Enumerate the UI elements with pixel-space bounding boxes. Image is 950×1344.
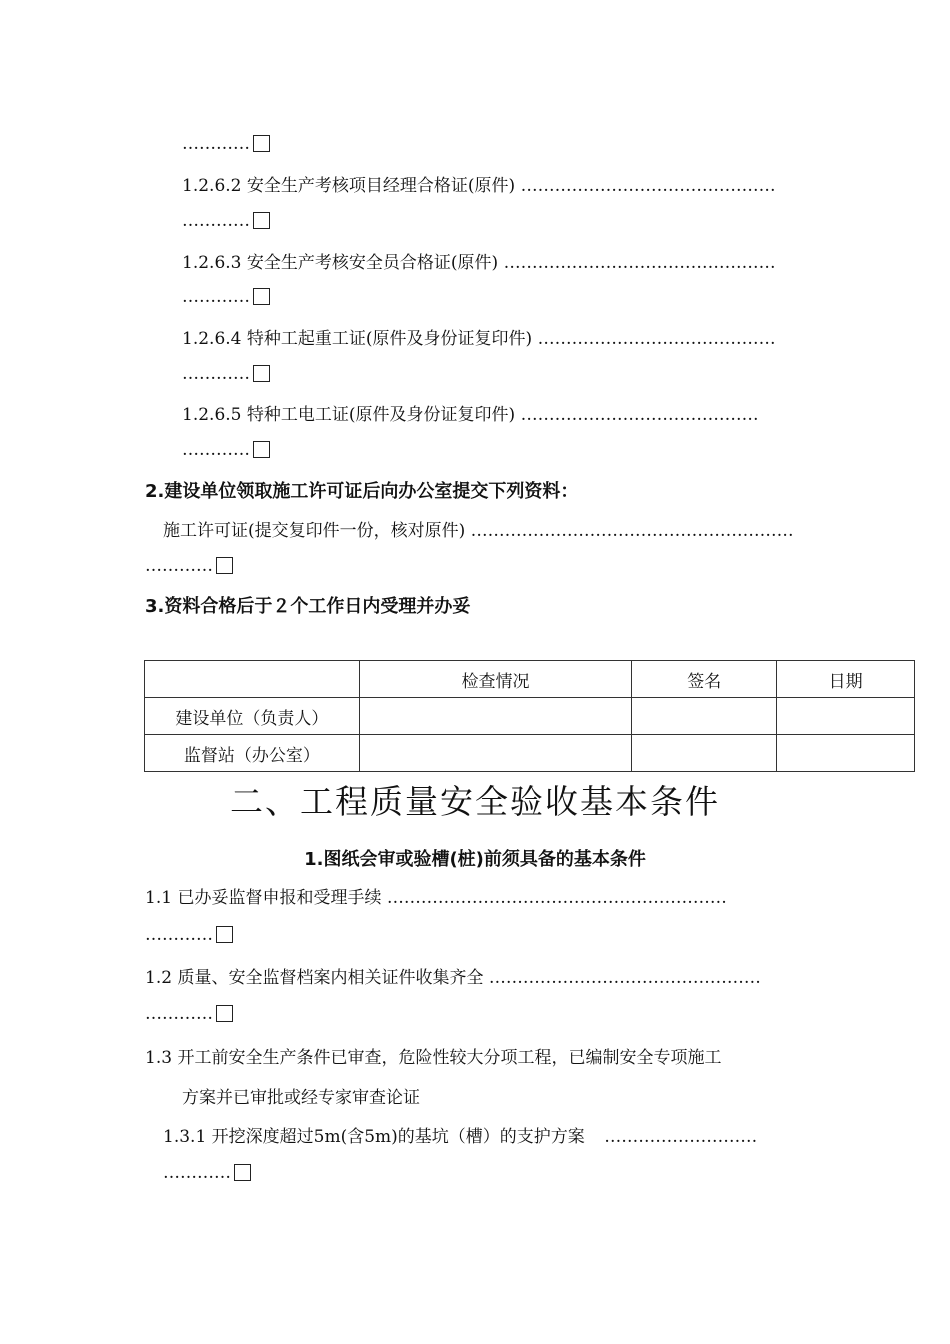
table-cell[interactable]	[777, 735, 915, 772]
check-table	[144, 660, 915, 772]
item-label: 1.2.6.5 特种工电工证(原件及身份证复印件)	[182, 405, 516, 425]
leader-dots: …………………………………………	[503, 253, 776, 273]
list-item: 1.3 开工前安全生产条件已审查，危险性较大分项工程，已编制安全专项施工	[145, 1048, 722, 1068]
leader-dots: …………	[182, 211, 250, 231]
list-item	[145, 967, 761, 989]
leader-dots: ……………………………………	[537, 329, 776, 349]
leader-dots: …………	[182, 287, 250, 307]
leader-dots: …………	[182, 364, 250, 384]
list-item	[145, 887, 727, 909]
checkbox[interactable]	[216, 1005, 233, 1022]
checkbox[interactable]	[253, 441, 270, 458]
table-cell[interactable]	[632, 698, 777, 735]
leader-dots: ………………………	[604, 1127, 758, 1147]
continuation-row	[145, 1003, 233, 1025]
table-cell[interactable]	[359, 735, 632, 772]
table-header-cell: 检查情况	[359, 661, 632, 698]
leader-dots: …………	[145, 925, 213, 945]
table-cell: 监督站（办公室）	[145, 735, 360, 772]
leader-dots: ……………………………………………………	[386, 888, 727, 908]
checkbox[interactable]	[253, 288, 270, 305]
subsection-title: 1.图纸会审或验槽(桩)前须具备的基本条件	[304, 849, 646, 870]
checkbox[interactable]	[253, 212, 270, 229]
list-item	[182, 252, 776, 274]
checkbox[interactable]	[253, 135, 270, 152]
table-header-cell: 签名	[632, 661, 777, 698]
continuation-row	[182, 133, 270, 155]
checkbox[interactable]	[216, 926, 233, 943]
item-label: 1.2 质量、安全监督档案内相关证件收集齐全	[145, 968, 484, 988]
leader-dots: …………	[145, 556, 213, 576]
table-header-cell	[145, 661, 360, 698]
leader-dots: …………………………………………………	[470, 521, 794, 541]
list-item	[163, 1126, 757, 1148]
checkbox[interactable]	[216, 557, 233, 574]
checkbox[interactable]	[234, 1164, 251, 1181]
list-item	[182, 175, 776, 197]
list-item	[182, 404, 759, 426]
list-item-continuation: 方案并已审批或经专家审查论证	[182, 1088, 420, 1108]
leader-dots: …………………………………………	[488, 968, 761, 988]
section-heading: 3.资料合格后于２个工作日内受理并办妥	[145, 596, 471, 617]
continuation-row	[182, 286, 270, 308]
continuation-row	[163, 1162, 251, 1184]
leader-dots: …………	[163, 1163, 231, 1183]
checkbox[interactable]	[253, 365, 270, 382]
table-header-row	[145, 661, 915, 698]
table-cell[interactable]	[359, 698, 632, 735]
leader-dots: …………	[145, 1004, 213, 1024]
table-cell[interactable]	[632, 735, 777, 772]
continuation-row	[145, 555, 233, 577]
table-header-cell: 日期	[777, 661, 915, 698]
leader-dots: ……………………………………	[520, 405, 759, 425]
list-item	[163, 520, 794, 542]
table-row	[145, 735, 915, 772]
continuation-row	[182, 210, 270, 232]
table-row	[145, 698, 915, 735]
continuation-row	[182, 439, 270, 461]
table-cell[interactable]	[777, 698, 915, 735]
list-item	[182, 328, 776, 350]
item-label: 1.3.1 开挖深度超过5m(含5m)的基坑（槽）的支护方案	[163, 1127, 585, 1147]
item-label: 施工许可证(提交复印件一份，核对原件)	[163, 521, 466, 541]
item-label: 1.2.6.3 安全生产考核安全员合格证(原件)	[182, 253, 499, 273]
item-label: 1.2.6.4 特种工起重工证(原件及身份证复印件)	[182, 329, 533, 349]
leader-dots: …………	[182, 440, 250, 460]
item-label: 1.2.6.2 安全生产考核项目经理合格证(原件)	[182, 176, 516, 196]
section-heading: 2.建设单位领取施工许可证后向办公室提交下列资料：	[145, 481, 579, 502]
item-label: 1.1 已办妥监督申报和受理手续	[145, 888, 382, 908]
page-title: 二、工程质量安全验收基本条件	[230, 782, 720, 821]
continuation-row	[145, 924, 233, 946]
table-cell: 建设单位（负责人）	[145, 698, 360, 735]
leader-dots: …………	[182, 134, 250, 154]
continuation-row	[182, 363, 270, 385]
leader-dots: ………………………………………	[520, 176, 776, 196]
